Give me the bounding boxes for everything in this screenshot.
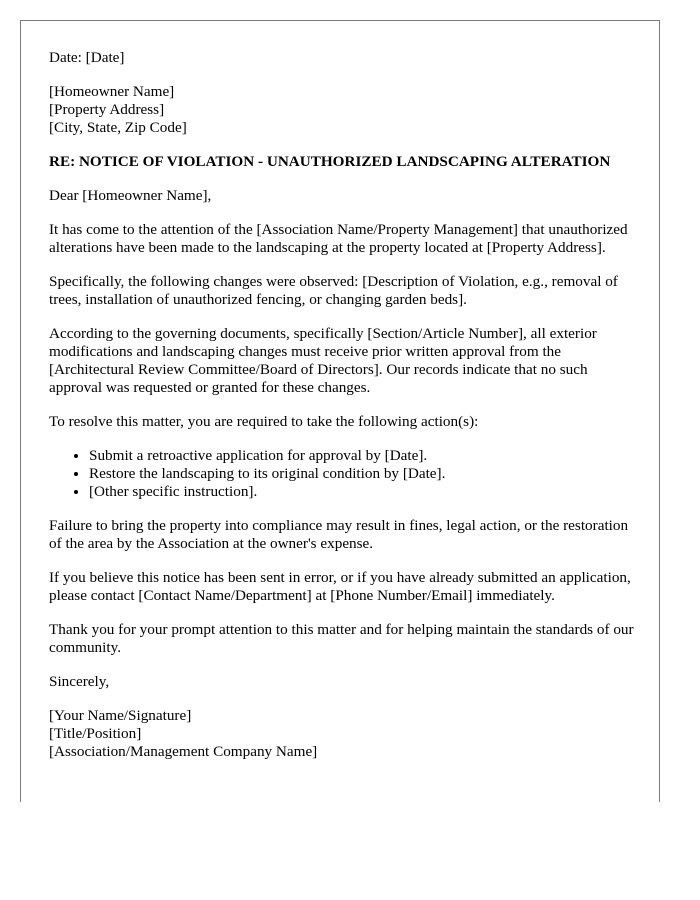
paragraph-contact: If you believe this notice has been sent in error, or if you have already submitted an application, please contact [Contact Name/Department] at [Phone Number/Email] immediately. — [49, 569, 631, 604]
subject-line: RE: NOTICE OF VIOLATION - UNAUTHORIZED LANDSCAPING ALTERATION — [49, 153, 611, 170]
recipient-address: [Property Address] — [49, 101, 165, 118]
paragraph-thanks: Thank you for your prompt attention to this matter and for helping maintain the standards of our community. — [49, 621, 634, 656]
letter-content — [49, 49, 639, 777]
paragraph-attention: It has come to the attention of the [Association Name/Property Management] that unauthorized alterations have been made to the landscaping at the property located at [Property Address]. — [49, 221, 628, 256]
signature-organization: [Association/Management Company Name] — [49, 743, 318, 760]
salutation: Dear [Homeowner Name], — [49, 187, 212, 204]
letter-page — [20, 20, 660, 802]
list-item: • [Other specific instruction]. — [89, 483, 639, 501]
paragraph-governing-documents: According to the governing documents, specifically [Section/Article Number], all exterior modifications and landscaping changes must receive prior written approval from the [Architectural Review Committee/Board of Directors]. Our records indicate that no such approval was requested or granted for these changes. — [49, 325, 597, 396]
date-line: Date: [Date] — [49, 49, 125, 66]
paragraph-consequences: Failure to bring the property into compliance may result in fines, legal action, or the restoration of the area by the Association at the owner's expense. — [49, 517, 629, 552]
recipient-name: [Homeowner Name] — [49, 83, 175, 100]
signature-title: [Title/Position] — [49, 725, 142, 742]
signature-block — [49, 707, 639, 761]
recipient-city-state-zip: [City, State, Zip Code] — [49, 119, 187, 136]
list-item: • Submit a retroactive application for approval by [Date]. — [89, 447, 639, 465]
signoff: Sincerely, — [49, 673, 110, 690]
signature-name: [Your Name/Signature] — [49, 707, 192, 724]
list-item: • Restore the landscaping to its original condition by [Date]. — [89, 465, 639, 483]
paragraph-violation-description: Specifically, the following changes were observed: [Description of Violation, e.g., removal of trees, installation of unauthorized fencing, or changing garden beds]. — [49, 273, 618, 308]
recipient-block — [49, 83, 639, 137]
paragraph-resolution-intro: To resolve this matter, you are required to take the following action(s): — [49, 413, 479, 430]
required-actions-list — [49, 447, 639, 501]
